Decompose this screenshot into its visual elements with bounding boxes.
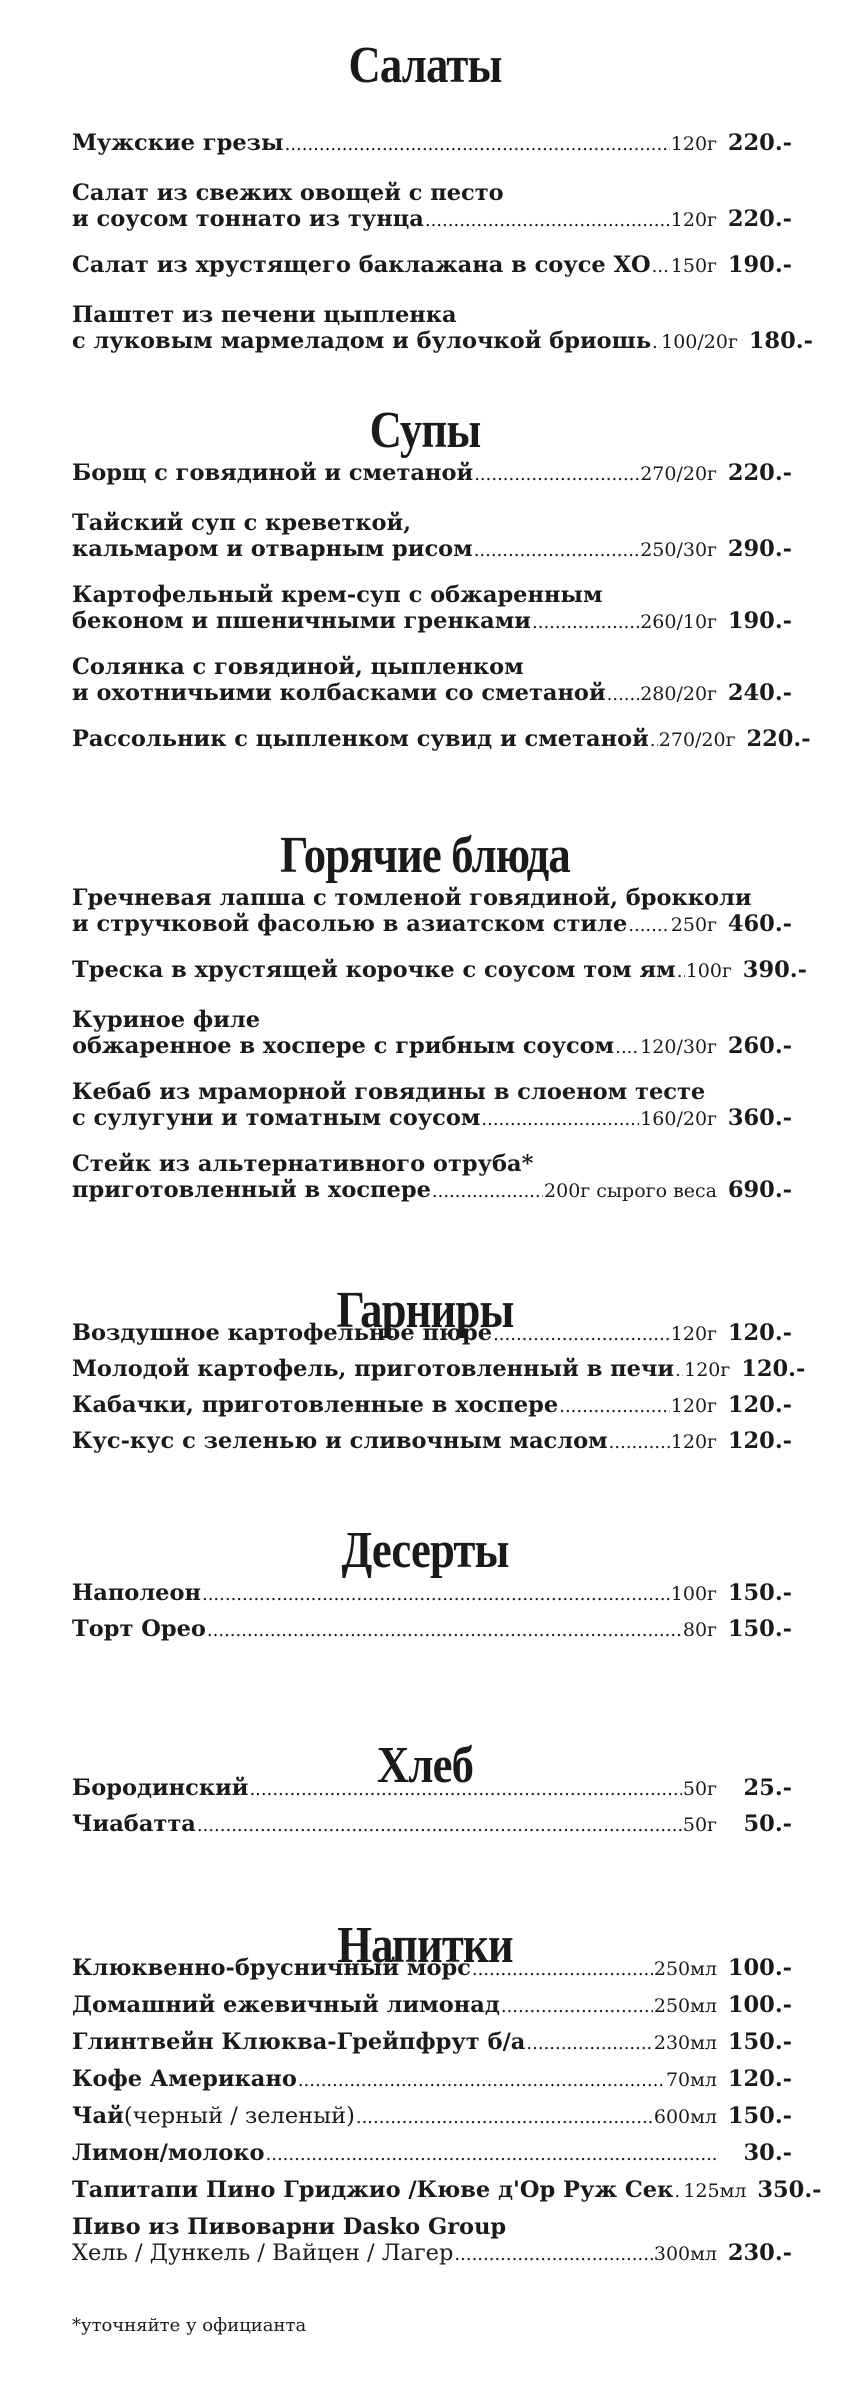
dot-leader	[298, 2066, 665, 2094]
item-price: 690.-	[727, 1177, 792, 1203]
item-line	[72, 2066, 792, 2094]
item-weight: 50г	[682, 1778, 717, 1800]
item-name: Клюквенно-брусничный морс	[72, 1955, 471, 1981]
item-name: с сулугуни и томатным соусом	[72, 1105, 481, 1131]
item-weight: 230мл	[653, 2032, 717, 2054]
item-name: Куриное филе	[72, 1007, 261, 1033]
item-line	[72, 2240, 792, 2268]
item-weight: 50г	[682, 1814, 717, 1836]
item-line	[72, 2214, 792, 2240]
item-name: Салат из свежих овощей с песто	[72, 180, 504, 206]
dot-leader	[425, 206, 670, 234]
item-weight: 125мл	[683, 2180, 747, 2202]
item-weight: 280/20г	[640, 683, 717, 705]
menu-item	[72, 510, 792, 564]
item-name: и соусом тоннато из тунца	[72, 206, 424, 232]
dot-leader	[266, 2140, 716, 2168]
section-title: Хлеб	[376, 1737, 474, 1794]
dot-leader	[650, 726, 658, 754]
item-line	[72, 1356, 806, 1384]
item-name: приготовленный в хоспере	[72, 1177, 431, 1203]
item-line	[72, 2177, 822, 2205]
dot-leader	[652, 252, 670, 280]
item-weight: 250г	[670, 914, 717, 936]
dot-leader	[481, 1105, 639, 1133]
item-price: 190.-	[727, 608, 792, 634]
item-name: Рассольник с цыпленком сувид и сметаной	[72, 726, 649, 752]
item-line	[72, 582, 792, 608]
menu-item	[72, 252, 792, 280]
item-line	[72, 1151, 792, 1177]
dot-leader	[493, 1320, 670, 1348]
menu-item	[72, 582, 792, 636]
item-line	[72, 252, 792, 280]
item-line	[72, 1616, 792, 1644]
item-price: 100.-	[727, 1955, 792, 1981]
dot-leader	[607, 680, 640, 708]
dot-leader	[559, 1392, 670, 1420]
section-title: Напитки	[337, 1917, 513, 1974]
footnote: *уточняйте у официанта	[72, 2315, 307, 2336]
item-price: 220.-	[727, 206, 792, 232]
dot-leader	[249, 1775, 681, 1803]
item-weight: 120г	[670, 209, 717, 231]
item-line	[72, 1033, 792, 1061]
item-line	[72, 2029, 792, 2057]
item-name: Гречневая лапша с томленой говядиной, брокколи	[72, 885, 752, 911]
menu-item	[72, 2029, 792, 2057]
dot-leader	[674, 2177, 682, 2205]
item-line	[72, 1428, 792, 1456]
item-name: Борщ с говядиной и сметаной	[72, 460, 474, 486]
item-line	[72, 680, 792, 708]
menu-item	[72, 885, 792, 939]
dot-leader	[677, 957, 685, 985]
item-line	[72, 1811, 792, 1839]
item-name: Треска в хрустящей корочке с соусом том ям	[72, 957, 676, 983]
item-price: 350.-	[757, 2177, 822, 2203]
item-price: 260.-	[727, 1033, 792, 1059]
dot-leader	[207, 1616, 682, 1644]
section-title: Горячие блюда	[280, 827, 570, 884]
item-line	[72, 1105, 792, 1133]
item-name: Кус-кус с зеленью и сливочным маслом	[72, 1428, 608, 1454]
item-line	[72, 1177, 792, 1205]
item-name: Картофельный крем-суп с обжаренным	[72, 582, 603, 608]
dot-leader	[609, 1428, 670, 1456]
item-weight: 120г	[670, 1431, 717, 1453]
item-name: Молодой картофель, приготовленный в печи	[72, 1356, 675, 1382]
item-line	[72, 1007, 792, 1033]
menu-item	[72, 1616, 792, 1644]
item-line	[72, 2103, 792, 2131]
menu-item	[72, 2214, 792, 2268]
item-name: Кебаб из мраморной говядины в слоеном тесте	[72, 1079, 706, 1105]
item-line	[72, 957, 807, 985]
item-line	[72, 1320, 792, 1348]
menu-item	[72, 957, 807, 985]
menu-item	[72, 2103, 792, 2131]
item-name: Салат из хрустящего баклажана в соусе ХО	[72, 252, 651, 278]
item-price: 150.-	[727, 1580, 792, 1606]
item-name: Воздушное картофельное пюре	[72, 1320, 493, 1346]
section-title: Десерты	[341, 1522, 509, 1579]
dot-leader	[615, 1033, 639, 1061]
dot-leader	[526, 2029, 652, 2057]
menu-item	[72, 180, 792, 234]
item-name: Глинтвейн Клюква-Грейпфрут б/а	[72, 2029, 526, 2055]
item-weight: 70мл	[665, 2069, 717, 2091]
dot-leader	[472, 1955, 653, 1983]
dot-leader	[628, 911, 670, 939]
menu-item	[72, 2066, 792, 2094]
item-weight: 120г	[670, 1395, 717, 1417]
item-price: 220.-	[727, 460, 792, 486]
item-line	[72, 911, 792, 939]
item-line	[72, 885, 792, 911]
item-weight: 270/20г	[640, 463, 717, 485]
item-weight: 100/20г	[661, 331, 738, 353]
item-price: 190.-	[727, 252, 792, 278]
item-price: 220.-	[727, 130, 792, 156]
item-name: с луковым мармеладом и булочкой бриошь	[72, 328, 652, 354]
item-name: Кофе Американо	[72, 2066, 297, 2092]
menu-item	[72, 130, 792, 158]
dot-leader	[285, 130, 670, 158]
menu-item	[72, 1320, 792, 1348]
item-price: 150.-	[727, 2029, 792, 2055]
dot-leader	[356, 2103, 653, 2131]
menu-item	[72, 1392, 792, 1420]
item-price: 50.-	[743, 1811, 792, 1837]
item-price: 460.-	[727, 911, 792, 937]
item-name: Тапитапи Пино Гриджио /Кюве д'Ор Руж Сек	[72, 2177, 674, 2203]
item-price: 25.-	[743, 1775, 792, 1801]
item-line	[72, 460, 792, 488]
section-title: Салаты	[348, 37, 502, 94]
dot-leader	[202, 1580, 670, 1608]
item-name: Кабачки, приготовленные в хоспере	[72, 1392, 559, 1418]
item-name: Чиабатта	[72, 1811, 196, 1837]
item-weight: 250/30г	[640, 539, 717, 561]
item-weight: 80г	[682, 1619, 717, 1641]
dot-leader	[532, 608, 639, 636]
item-weight: 120г	[684, 1359, 731, 1381]
dot-leader	[652, 328, 660, 356]
item-name: кальмаром и отварным рисом	[72, 536, 473, 562]
item-name: Бородинский	[72, 1775, 249, 1801]
item-weight: 300мл	[653, 2243, 717, 2265]
item-line	[72, 536, 792, 564]
item-price: 120.-	[727, 1392, 792, 1418]
item-weight: 100г	[670, 1583, 717, 1605]
item-name: Пиво из Пивоварни Dasko Group	[72, 2214, 507, 2240]
menu-item	[72, 2140, 792, 2168]
item-price: 150.-	[727, 2103, 792, 2129]
menu-item	[72, 1151, 792, 1205]
item-name: Тайский суп с креветкой,	[72, 510, 412, 536]
menu-item	[72, 1079, 792, 1133]
item-line	[72, 608, 792, 636]
item-price: 150.-	[727, 1616, 792, 1642]
item-line	[72, 130, 792, 158]
item-price: 120.-	[727, 1320, 792, 1346]
item-name: и стручковой фасолью в азиатском стиле	[72, 911, 628, 937]
menu-item	[72, 654, 792, 708]
item-name: обжаренное в хоспере с грибным соусом	[72, 1033, 615, 1059]
item-name: Стейк из альтернативного отруба*	[72, 1151, 534, 1177]
item-price: 290.-	[727, 536, 792, 562]
item-line	[72, 1955, 792, 1983]
item-price: 120.-	[727, 2066, 792, 2092]
item-price: 390.-	[742, 957, 807, 983]
dot-leader	[501, 1992, 653, 2020]
item-line	[72, 654, 792, 680]
menu-item	[72, 1428, 792, 1456]
menu-item	[72, 1580, 792, 1608]
item-line	[72, 1079, 792, 1105]
item-weight: 600мл	[653, 2106, 717, 2128]
menu-item	[72, 1007, 792, 1061]
item-weight: 260/10г	[640, 611, 717, 633]
item-price: 230.-	[727, 2240, 792, 2266]
item-line	[72, 328, 813, 356]
item-price: 100.-	[727, 1992, 792, 2018]
item-weight: 250мл	[653, 1995, 717, 2017]
item-weight: 100г	[685, 960, 732, 982]
item-line	[72, 2140, 792, 2168]
menu-item	[72, 2177, 822, 2205]
item-name: Лимон/молоко	[72, 2140, 265, 2166]
item-name: Солянка с говядиной, цыпленком	[72, 654, 524, 680]
dot-leader	[474, 460, 639, 488]
dot-leader	[432, 1177, 543, 1205]
item-weight: 160/20г	[640, 1108, 717, 1130]
item-line	[72, 1775, 792, 1803]
item-weight: 200г сырого веса	[544, 1180, 717, 1202]
item-detail: Хель / Дункель / Вайцен / Лагер	[72, 2240, 454, 2266]
section-title: Супы	[369, 402, 481, 459]
item-line	[72, 1580, 792, 1608]
item-line	[72, 180, 792, 206]
dot-leader	[454, 2240, 652, 2268]
item-line	[72, 1392, 792, 1420]
item-name: беконом и пшеничными гренками	[72, 608, 531, 634]
item-weight: 150г	[670, 255, 717, 277]
item-line	[72, 206, 792, 234]
item-subtitle: (черный / зеленый)	[123, 2103, 355, 2129]
item-name: Торт Орео	[72, 1616, 206, 1642]
item-line	[72, 1992, 792, 2020]
item-name: Чай	[72, 2103, 124, 2129]
item-line	[72, 510, 792, 536]
menu-item	[72, 1356, 806, 1384]
item-price: 240.-	[727, 680, 792, 706]
menu-item	[72, 302, 813, 356]
item-price: 180.-	[748, 328, 813, 354]
item-line	[72, 302, 792, 328]
item-weight: 270/20г	[658, 729, 736, 751]
item-price: 30.-	[743, 2140, 792, 2166]
item-weight: 120/30г	[640, 1036, 717, 1058]
menu-item	[72, 1992, 792, 2020]
item-line	[72, 726, 811, 754]
item-name: Мужские грезы	[72, 130, 284, 156]
item-name: и охотничьими колбасками со сметаной	[72, 680, 606, 706]
dot-leader	[474, 536, 639, 564]
item-name: Наполеон	[72, 1580, 201, 1606]
dot-leader	[197, 1811, 682, 1839]
item-price: 120.-	[741, 1356, 806, 1382]
item-price: 120.-	[727, 1428, 792, 1454]
menu-item	[72, 1775, 792, 1803]
menu-item	[72, 460, 792, 488]
item-weight: 120г	[670, 1323, 717, 1345]
menu-item	[72, 726, 811, 754]
item-weight: 120г	[670, 133, 717, 155]
item-weight: 250мл	[653, 1958, 717, 1980]
item-price: 220.-	[746, 726, 811, 752]
item-price: 360.-	[727, 1105, 792, 1131]
dot-leader	[675, 1356, 683, 1384]
item-name: Паштет из печени цыпленка	[72, 302, 457, 328]
menu-item	[72, 1811, 792, 1839]
section-title: Гарниры	[336, 1282, 514, 1339]
menu-item	[72, 1955, 792, 1983]
item-name: Домашний ежевичный лимонад	[72, 1992, 500, 2018]
